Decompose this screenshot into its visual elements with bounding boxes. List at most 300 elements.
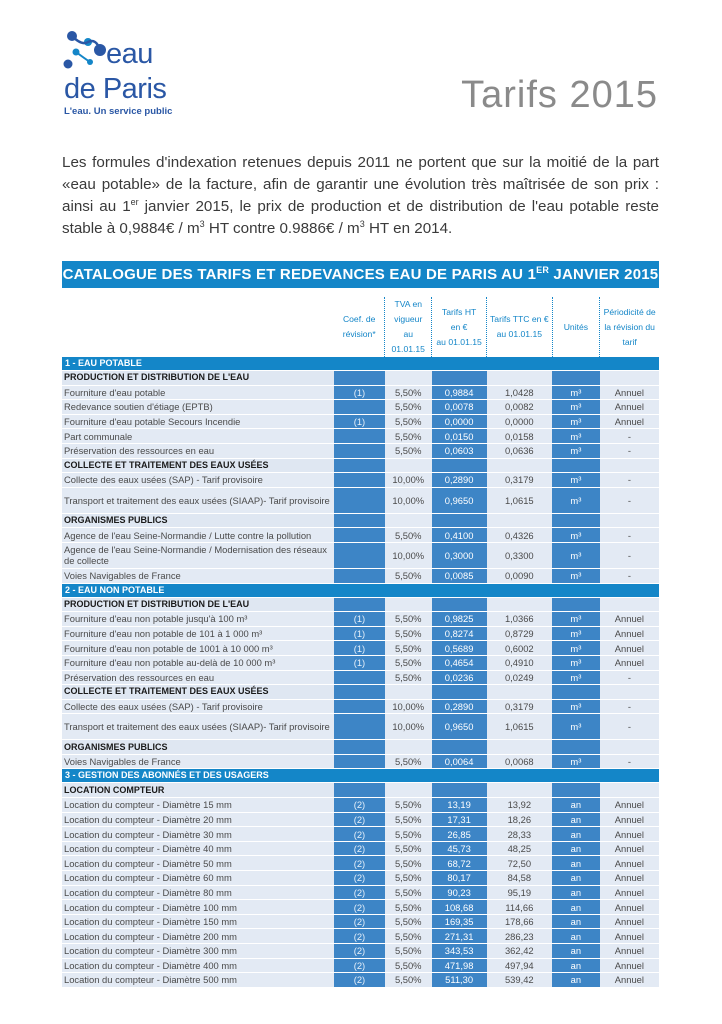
page-title: Tarifs 2015 — [461, 74, 658, 116]
row-label: Location du compteur - Diamètre 300 mm — [62, 944, 334, 959]
empty-cell — [432, 371, 487, 386]
tva-cell: 5,50% — [385, 812, 432, 827]
row-label: Fourniture d'eau non potable jusqu'à 100 m³ — [62, 612, 334, 627]
unit-cell: m³ — [552, 655, 600, 670]
row-label: Location du compteur - Diamètre 500 mm — [62, 973, 334, 988]
row-label: Location du compteur - Diamètre 200 mm — [62, 929, 334, 944]
tva-cell: 10,00% — [385, 473, 432, 488]
intro-sup-1: er — [130, 196, 139, 207]
table-row — [62, 841, 659, 856]
coef-cell — [334, 699, 385, 714]
tva-cell: 5,50% — [385, 929, 432, 944]
logo-tagline: L'eau. Un service public — [64, 106, 173, 117]
price-ht-cell: 90,23 — [432, 885, 487, 900]
subsection-label: PRODUCTION ET DISTRIBUTION DE L'EAU — [62, 371, 334, 386]
table-row — [62, 487, 659, 513]
coef-cell: (2) — [334, 958, 385, 973]
unit-cell: m³ — [552, 528, 600, 543]
row-label: Voies Navigables de France — [62, 568, 334, 583]
table-row — [62, 714, 659, 740]
unit-cell: m³ — [552, 542, 600, 568]
empty-cell — [487, 513, 552, 528]
unit-cell: m³ — [552, 414, 600, 429]
empty-cell — [385, 783, 432, 798]
price-ht-cell: 0,5689 — [432, 641, 487, 656]
row-label: Location du compteur - Diamètre 80 mm — [62, 885, 334, 900]
subsection-header — [62, 597, 659, 612]
empty-cell — [385, 597, 432, 612]
row-label: Fourniture d'eau non potable de 1001 à 10 000 m³ — [62, 641, 334, 656]
periodicity-cell: - — [600, 714, 659, 740]
table-row — [62, 914, 659, 929]
price-ht-cell: 169,35 — [432, 914, 487, 929]
table-row — [62, 871, 659, 886]
periodicity-cell: Annuel — [600, 798, 659, 813]
row-label: Fourniture d'eau potable — [62, 385, 334, 400]
row-label: Collecte des eaux usées (SAP) - Tarif provisoire — [62, 699, 334, 714]
price-ht-cell: 13,19 — [432, 798, 487, 813]
section-label: 2 - EAU NON POTABLE — [62, 583, 659, 597]
logo-word-paris: de Paris — [64, 73, 167, 105]
empty-cell — [334, 685, 385, 700]
table-row — [62, 400, 659, 415]
periodicity-cell: Annuel — [600, 812, 659, 827]
header-unites: Unités — [552, 297, 600, 357]
unit-cell: m³ — [552, 714, 600, 740]
section-header — [62, 357, 659, 371]
price-ttc-cell: 0,0158 — [487, 429, 552, 444]
tva-cell: 5,50% — [385, 885, 432, 900]
price-ht-cell: 343,53 — [432, 944, 487, 959]
periodicity-cell: Annuel — [600, 655, 659, 670]
table-row — [62, 958, 659, 973]
tva-cell: 5,50% — [385, 871, 432, 886]
price-ttc-cell: 0,6002 — [487, 641, 552, 656]
periodicity-cell: - — [600, 754, 659, 769]
periodicity-cell: Annuel — [600, 885, 659, 900]
empty-cell — [600, 740, 659, 755]
tva-cell: 5,50% — [385, 414, 432, 429]
row-label: Voies Navigables de France — [62, 754, 334, 769]
periodicity-cell: - — [600, 473, 659, 488]
tva-cell: 5,50% — [385, 528, 432, 543]
unit-cell: m³ — [552, 612, 600, 627]
empty-cell — [432, 458, 487, 473]
coef-cell: (2) — [334, 973, 385, 988]
price-ttc-cell: 0,0082 — [487, 400, 552, 415]
intro-sup-3: 3 — [359, 218, 365, 229]
table-row — [62, 900, 659, 915]
intro-text-3: HT contre 0.9886€ / m — [204, 220, 360, 237]
row-label: Location du compteur - Diamètre 30 mm — [62, 827, 334, 842]
table-row — [62, 612, 659, 627]
price-ht-cell: 108,68 — [432, 900, 487, 915]
coef-cell — [334, 400, 385, 415]
price-ttc-cell: 0,0249 — [487, 670, 552, 685]
tva-cell: 5,50% — [385, 798, 432, 813]
unit-cell: m³ — [552, 385, 600, 400]
unit-cell: m³ — [552, 400, 600, 415]
empty-cell — [334, 458, 385, 473]
header-periodicite: Périodicité de la révision du tarif — [600, 297, 659, 357]
coef-cell: (1) — [334, 385, 385, 400]
coef-cell: (2) — [334, 798, 385, 813]
price-ttc-cell: 0,0090 — [487, 568, 552, 583]
table-row — [62, 528, 659, 543]
empty-cell — [385, 458, 432, 473]
section-header — [62, 769, 659, 783]
empty-cell — [385, 740, 432, 755]
table-body — [62, 357, 659, 987]
periodicity-cell: Annuel — [600, 400, 659, 415]
price-ttc-cell: 0,8729 — [487, 626, 552, 641]
coef-cell — [334, 542, 385, 568]
unit-cell: m³ — [552, 473, 600, 488]
empty-cell — [334, 740, 385, 755]
price-ttc-cell: 0,3179 — [487, 473, 552, 488]
coef-cell — [334, 754, 385, 769]
price-ttc-cell: 95,19 — [487, 885, 552, 900]
price-ttc-cell: 1,0428 — [487, 385, 552, 400]
banner-text: CATALOGUE DES TARIFS ET REDEVANCES EAU DE PARIS AU 1 — [62, 266, 537, 283]
coef-cell: (2) — [334, 900, 385, 915]
price-ttc-cell: 48,25 — [487, 841, 552, 856]
periodicity-cell: Annuel — [600, 385, 659, 400]
price-ht-cell: 45,73 — [432, 841, 487, 856]
tva-cell: 5,50% — [385, 626, 432, 641]
periodicity-cell: Annuel — [600, 944, 659, 959]
empty-cell — [552, 740, 600, 755]
price-ht-cell: 511,30 — [432, 973, 487, 988]
row-label: Fourniture d'eau potable Secours Incendie — [62, 414, 334, 429]
tva-cell: 5,50% — [385, 944, 432, 959]
row-label: Agence de l'eau Seine-Normandie / Lutte contre la pollution — [62, 528, 334, 543]
subsection-header — [62, 740, 659, 755]
unit-cell: an — [552, 885, 600, 900]
price-ht-cell: 0,4654 — [432, 655, 487, 670]
price-ttc-cell: 286,23 — [487, 929, 552, 944]
unit-cell: an — [552, 827, 600, 842]
empty-cell — [552, 513, 600, 528]
empty-cell — [600, 513, 659, 528]
empty-cell — [600, 685, 659, 700]
subsection-header — [62, 371, 659, 386]
periodicity-cell: Annuel — [600, 871, 659, 886]
empty-cell — [552, 371, 600, 386]
price-ttc-cell: 0,3179 — [487, 699, 552, 714]
price-ht-cell: 26,85 — [432, 827, 487, 842]
row-label: Location du compteur - Diamètre 100 mm — [62, 900, 334, 915]
row-label: Part communale — [62, 429, 334, 444]
section-header — [62, 583, 659, 597]
row-label: Agence de l'eau Seine-Normandie / Modernisation des réseaux de collecte — [62, 542, 334, 568]
row-label: Transport et traitement des eaux usées (SIAAP)- Tarif provisoire — [62, 487, 334, 513]
unit-cell: an — [552, 973, 600, 988]
table-row — [62, 944, 659, 959]
empty-cell — [334, 783, 385, 798]
price-ttc-cell: 0,0636 — [487, 443, 552, 458]
tva-cell: 10,00% — [385, 714, 432, 740]
coef-cell: (2) — [334, 812, 385, 827]
unit-cell: m³ — [552, 641, 600, 656]
price-ttc-cell: 1,0366 — [487, 612, 552, 627]
table-row — [62, 885, 659, 900]
table-row — [62, 473, 659, 488]
unit-cell: an — [552, 871, 600, 886]
coef-cell — [334, 714, 385, 740]
price-ttc-cell: 28,33 — [487, 827, 552, 842]
price-ttc-cell: 84,58 — [487, 871, 552, 886]
empty-cell — [487, 685, 552, 700]
price-ttc-cell: 18,26 — [487, 812, 552, 827]
coef-cell: (2) — [334, 871, 385, 886]
price-ht-cell: 0,0150 — [432, 429, 487, 444]
empty-cell — [487, 597, 552, 612]
eau-de-paris-logo — [62, 28, 182, 116]
price-ht-cell: 0,0000 — [432, 414, 487, 429]
unit-cell: an — [552, 914, 600, 929]
price-ht-cell: 0,0064 — [432, 754, 487, 769]
unit-cell: m³ — [552, 754, 600, 769]
tva-cell: 5,50% — [385, 856, 432, 871]
tva-cell: 5,50% — [385, 841, 432, 856]
empty-cell — [487, 783, 552, 798]
price-ht-cell: 80,17 — [432, 871, 487, 886]
coef-cell: (2) — [334, 944, 385, 959]
tva-cell: 5,50% — [385, 754, 432, 769]
unit-cell: m³ — [552, 670, 600, 685]
periodicity-cell: - — [600, 670, 659, 685]
empty-cell — [432, 740, 487, 755]
empty-cell — [487, 458, 552, 473]
periodicity-cell: Annuel — [600, 929, 659, 944]
table-header-row — [62, 297, 659, 357]
empty-cell — [334, 371, 385, 386]
coef-cell: (2) — [334, 929, 385, 944]
tariff-table — [62, 297, 659, 988]
row-label: Préservation des ressources en eau — [62, 670, 334, 685]
coef-cell: (2) — [334, 827, 385, 842]
subsection-header — [62, 685, 659, 700]
empty-cell — [600, 597, 659, 612]
header-tva: TVA en vigueur au 01.01.15 — [385, 297, 432, 357]
tva-cell: 5,50% — [385, 958, 432, 973]
table-row — [62, 414, 659, 429]
row-label: Location du compteur - Diamètre 60 mm — [62, 871, 334, 886]
section-label: 1 - EAU POTABLE — [62, 357, 659, 371]
table-row — [62, 626, 659, 641]
coef-cell: (1) — [334, 626, 385, 641]
empty-cell — [600, 371, 659, 386]
row-label: Préservation des ressources en eau — [62, 443, 334, 458]
unit-cell: m³ — [552, 429, 600, 444]
price-ht-cell: 0,9650 — [432, 714, 487, 740]
price-ttc-cell: 13,92 — [487, 798, 552, 813]
unit-cell: an — [552, 812, 600, 827]
coef-cell — [334, 528, 385, 543]
empty-cell — [432, 597, 487, 612]
header-label-spacer — [62, 297, 334, 357]
table-row — [62, 827, 659, 842]
intro-paragraph — [62, 152, 659, 240]
unit-cell: an — [552, 958, 600, 973]
row-label: Location du compteur - Diamètre 20 mm — [62, 812, 334, 827]
unit-cell: m³ — [552, 699, 600, 714]
coef-cell — [334, 568, 385, 583]
periodicity-cell: - — [600, 429, 659, 444]
empty-cell — [385, 685, 432, 700]
table-row — [62, 385, 659, 400]
section-label: 3 - GESTION DES ABONNÉS ET DES USAGERS — [62, 769, 659, 783]
table-row — [62, 670, 659, 685]
price-ht-cell: 0,0085 — [432, 568, 487, 583]
price-ht-cell: 0,8274 — [432, 626, 487, 641]
coef-cell: (1) — [334, 641, 385, 656]
price-ttc-cell: 1,0615 — [487, 714, 552, 740]
unit-cell: an — [552, 929, 600, 944]
unit-cell: m³ — [552, 487, 600, 513]
empty-cell — [600, 783, 659, 798]
price-ttc-cell: 497,94 — [487, 958, 552, 973]
empty-cell — [432, 513, 487, 528]
tva-cell: 5,50% — [385, 400, 432, 415]
banner-text-end: JANVIER 2015 — [549, 266, 659, 283]
tva-cell: 10,00% — [385, 699, 432, 714]
price-ht-cell: 68,72 — [432, 856, 487, 871]
price-ht-cell: 0,0236 — [432, 670, 487, 685]
price-ttc-cell: 0,4326 — [487, 528, 552, 543]
periodicity-cell: Annuel — [600, 827, 659, 842]
coef-cell: (2) — [334, 841, 385, 856]
empty-cell — [432, 685, 487, 700]
intro-text-4: HT en 2014. — [364, 220, 453, 237]
periodicity-cell: Annuel — [600, 914, 659, 929]
tva-cell: 5,50% — [385, 655, 432, 670]
empty-cell — [432, 783, 487, 798]
coef-cell: (2) — [334, 914, 385, 929]
price-ht-cell: 271,31 — [432, 929, 487, 944]
tva-cell: 5,50% — [385, 827, 432, 842]
periodicity-cell: Annuel — [600, 626, 659, 641]
price-ht-cell: 0,0078 — [432, 400, 487, 415]
price-ttc-cell: 72,50 — [487, 856, 552, 871]
coef-cell — [334, 487, 385, 513]
coef-cell: (1) — [334, 655, 385, 670]
periodicity-cell: Annuel — [600, 856, 659, 871]
unit-cell: an — [552, 798, 600, 813]
empty-cell — [552, 685, 600, 700]
price-ht-cell: 471,98 — [432, 958, 487, 973]
periodicity-cell: - — [600, 487, 659, 513]
subsection-label: COLLECTE ET TRAITEMENT DES EAUX USÉES — [62, 685, 334, 700]
coef-cell — [334, 443, 385, 458]
subsection-label: ORGANISMES PUBLICS — [62, 513, 334, 528]
price-ht-cell: 0,2890 — [432, 473, 487, 488]
table-row — [62, 754, 659, 769]
subsection-header — [62, 513, 659, 528]
tva-cell: 5,50% — [385, 973, 432, 988]
periodicity-cell: Annuel — [600, 641, 659, 656]
subsection-label: PRODUCTION ET DISTRIBUTION DE L'EAU — [62, 597, 334, 612]
row-label: Location du compteur - Diamètre 400 mm — [62, 958, 334, 973]
price-ttc-cell: 114,66 — [487, 900, 552, 915]
tva-cell: 5,50% — [385, 641, 432, 656]
price-ht-cell: 0,9650 — [432, 487, 487, 513]
coef-cell: (2) — [334, 856, 385, 871]
price-ttc-cell: 0,0068 — [487, 754, 552, 769]
price-ttc-cell: 362,42 — [487, 944, 552, 959]
price-ht-cell: 0,0603 — [432, 443, 487, 458]
header-coef: Coef. de révision* — [342, 314, 376, 339]
intro-sup-2: 3 — [199, 218, 205, 229]
unit-cell: m³ — [552, 568, 600, 583]
periodicity-cell: - — [600, 542, 659, 568]
tva-cell: 5,50% — [385, 443, 432, 458]
coef-cell — [334, 670, 385, 685]
table-row — [62, 856, 659, 871]
coef-cell: (1) — [334, 612, 385, 627]
tva-cell: 5,50% — [385, 914, 432, 929]
unit-cell: an — [552, 841, 600, 856]
coef-cell: (1) — [334, 414, 385, 429]
tva-cell: 5,50% — [385, 900, 432, 915]
subsection-header — [62, 458, 659, 473]
tva-cell: 5,50% — [385, 670, 432, 685]
empty-cell — [552, 458, 600, 473]
price-ht-cell: 0,9884 — [432, 385, 487, 400]
price-ht-cell: 0,9825 — [432, 612, 487, 627]
row-label: Fourniture d'eau non potable au-delà de 10 000 m³ — [62, 655, 334, 670]
empty-cell — [552, 597, 600, 612]
water-drops-icon — [62, 28, 110, 78]
price-ht-cell: 0,4100 — [432, 528, 487, 543]
coef-cell — [334, 473, 385, 488]
price-ttc-cell: 0,0000 — [487, 414, 552, 429]
periodicity-cell: - — [600, 568, 659, 583]
tva-cell: 10,00% — [385, 487, 432, 513]
price-ht-cell: 17,31 — [432, 812, 487, 827]
price-ht-cell: 0,2890 — [432, 699, 487, 714]
periodicity-cell: Annuel — [600, 973, 659, 988]
periodicity-cell: Annuel — [600, 414, 659, 429]
price-ttc-cell: 0,4910 — [487, 655, 552, 670]
catalogue-banner — [62, 261, 659, 288]
row-label: Collecte des eaux usées (SAP) - Tarif provisoire — [62, 473, 334, 488]
table-row — [62, 798, 659, 813]
empty-cell — [600, 458, 659, 473]
table-row — [62, 542, 659, 568]
header-ht: Tarifs HT en € au 01.01.15 — [432, 297, 487, 357]
empty-cell — [334, 597, 385, 612]
tva-cell: 5,50% — [385, 568, 432, 583]
table-row — [62, 973, 659, 988]
unit-cell: an — [552, 856, 600, 871]
unit-cell: an — [552, 944, 600, 959]
table-row — [62, 655, 659, 670]
price-ttc-cell: 0,3300 — [487, 542, 552, 568]
empty-cell — [334, 513, 385, 528]
intro-text-1: Les formules d'indexation retenues depuis 2011 ne portent que sur la moitié de la part «eau potable» de la facture, afin de garantir une évolution très maîtrisée de son prix : ainsi au 1 — [62, 154, 659, 215]
logo-word-eau: eau — [106, 38, 153, 70]
periodicity-cell: - — [600, 443, 659, 458]
table-row — [62, 929, 659, 944]
empty-cell — [487, 371, 552, 386]
tva-cell: 5,50% — [385, 429, 432, 444]
unit-cell: m³ — [552, 443, 600, 458]
coef-cell — [334, 429, 385, 444]
unit-cell: an — [552, 900, 600, 915]
unit-cell: m³ — [552, 626, 600, 641]
